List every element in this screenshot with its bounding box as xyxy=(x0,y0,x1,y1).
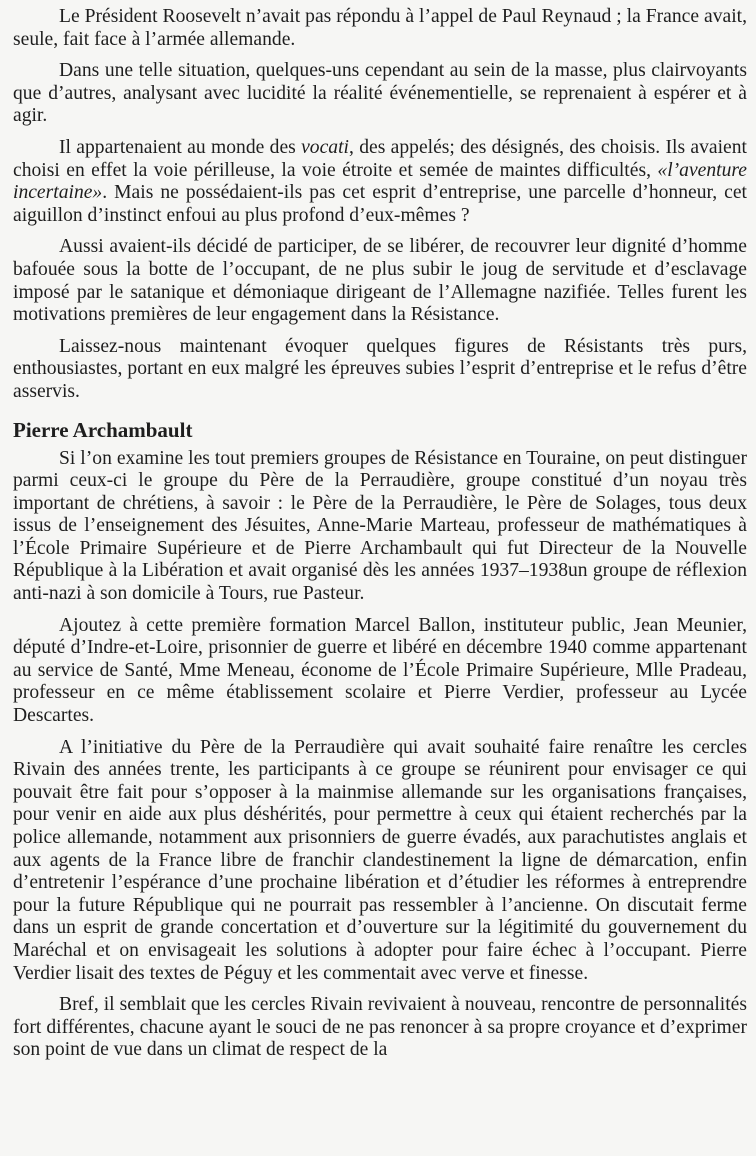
paragraph-text: Ajoutez à cette première formation Marcel Ballon, instituteur public, Jean Meunier, député d’Indre-et-Loire, prisonnier de guerre et libéré en décembre 1940 comme appartenant au service de Santé, Mme Meneau, économe de l’École Primaire Supérieure, Mlle Pradeau, professeur en ce même établissement scolaire et Pierre Verdier, professeur au Lycée Descartes. xyxy=(13,614,747,727)
paragraph-text: Laissez-nous maintenant évoquer quelques figures de Résistants très purs, enthousiastes, portant en eux malgré les épreuves subies l’esprit d’entreprise et le refus d’être asservis. xyxy=(13,335,747,402)
section-paragraphs xyxy=(13,448,747,1062)
paragraph xyxy=(13,737,747,986)
italic-text: «l’aventure incertaine» xyxy=(13,159,747,204)
intro-paragraphs xyxy=(13,6,747,404)
paragraph-text: A l’initiative du Père de la Perraudière qui avait souhaité faire renaître les cercles Rivain des années trente, les participants à ce groupe se réunirent pour envisager ce qui pouvait être fait pour s’opposer à la mainmise allemande sur les organisations françaises, pour venir en aide aux plus déshérités, pour permettre à ceux qui étaient recherchés par la police allemande, notamment aux prisonniers de guerre évadés, aux parachutistes anglais et aux agents de la France libre de franchir clandestinement la ligne de démarcation, enfin d’entretenir l’espérance d’une prochaine libération et d’étudier les réformes à entreprendre pour la future République qui ne pourrait pas ressembler à l’ancienne. On discutait ferme dans un esprit de grande concertation et d’ouverture sur la légitimité du gouvernement du Maréchal et on envisageait les solutions à adopter pour faire échec à l’occupant. Pierre Verdier lisait des textes de Péguy et les commentait avec verve et finesse. xyxy=(13,736,747,984)
paragraph xyxy=(13,448,747,606)
italic-text: vocati xyxy=(301,136,349,158)
paragraph-text: Le Président Roosevelt n’avait pas répondu à l’appel de Paul Reynaud ; la France avait, seule, fait face à l’armée allemande. xyxy=(13,6,747,50)
paragraph-text: Bref, il semblait que les cercles Rivain revivaient à nouveau, rencontre de personnalités fort différentes, chacune ayant le souci de ne pas renoncer à sa propre croyance et d’exprimer son point de vue dans un climat de respect de la xyxy=(13,994,747,1061)
paragraph-text: , des appelés; des désignés, des choisis. Ils avaient choisi en effet la voie périlleuse, la voie étroite et semée de maintes difficultés, xyxy=(13,136,747,181)
paragraph xyxy=(13,994,747,1062)
section-heading: Pierre Archambault xyxy=(13,417,193,442)
paragraph-text: Dans une telle situation, quelques-uns cependant au sein de la masse, plus clairvoyants que d’autres, analysant avec lucidité la réalité événementielle, se reprenaient à espérer et à agir. xyxy=(13,60,747,127)
paragraph-text: Aussi avaient-ils décidé de participer, de se libérer, de recouvrer leur dignité d’homme bafouée sous la botte de l’occupant, de ne plus subir le joug de servitude et d’esclavage imposé par le satanique et démoniaque dirigeant de l’Allemagne nazifiée. Telles furent les motivations premières de leur engagement dans la Résistance. xyxy=(13,236,747,326)
paragraph xyxy=(13,6,747,51)
paragraph-text: . Mais ne possédaient-ils pas cet esprit d’entreprise, une parcelle d’honneur, cet aiguillon d’instinct enfoui au plus profond d’eux-mêmes ? xyxy=(13,182,747,226)
paragraph-text: Il appartenaient au monde des xyxy=(59,136,302,158)
paragraph xyxy=(13,137,747,227)
paragraph xyxy=(13,236,747,326)
paragraph xyxy=(13,60,747,128)
paragraph xyxy=(13,615,747,728)
paragraph xyxy=(13,336,747,404)
paragraph-text: Si l’on examine les tout premiers groupes de Résistance en Touraine, on peut distinguer parmi ceux-ci le groupe du Père de la Perraudière, groupe constitué d’un noyau très important de chrétiens, à savoir : le Père de la Perraudière, le Père de Solages, tous deux issus de l’enseignement des Jésuites, Anne-Marie Marteau, professeur de mathématiques à l’École Primaire Supérieure et de Pierre Archambault qui fut Directeur de la Nouvelle République à la Libération et avait organisé dès les années 1937–1938un groupe de réflexion anti-nazi à son domicile à Tours, rue Pasteur. xyxy=(13,447,747,605)
